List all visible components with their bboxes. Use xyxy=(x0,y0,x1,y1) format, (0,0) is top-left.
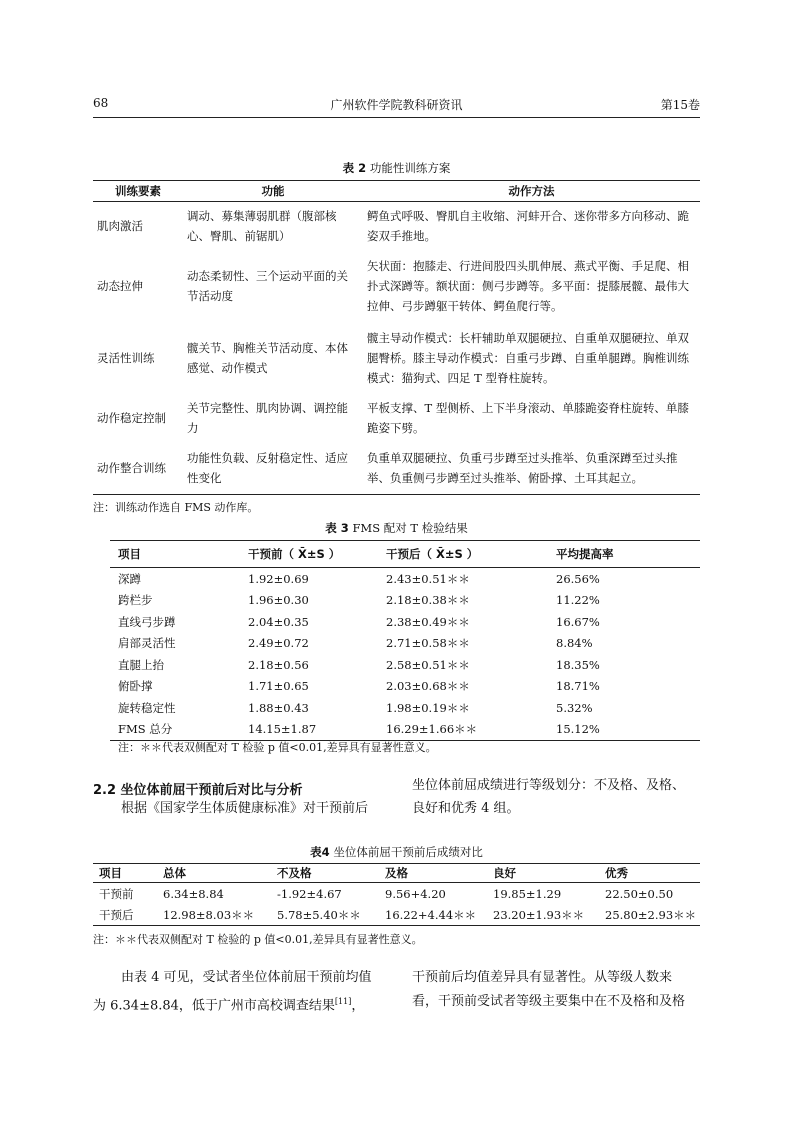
table4-cell: 25.80±2.93＊＊ xyxy=(599,904,700,926)
table4-cell: 12.98±8.03＊＊ xyxy=(157,904,271,926)
table3-cell: 1.92±0.69 xyxy=(248,571,309,586)
body-left-line2-end: ， xyxy=(351,998,365,1014)
body-right-line2: 看，干预前受试者等级主要集中在不及格和及格 xyxy=(412,994,686,1009)
section-heading: 2.2 坐位体前屈干预前后对比与分析 xyxy=(93,783,303,798)
table2-function-cell: 关节完整性、肌肉协调、调控能力 xyxy=(187,401,348,435)
table2-header-cell: 动作方法 xyxy=(363,181,700,202)
table4-caption xyxy=(93,844,700,860)
table3-cell: 1.88±0.43 xyxy=(248,700,309,715)
table-row xyxy=(110,611,700,633)
table3-note: 注：＊＊代表双侧配对 T 检验 p 值<0.01,差异具有显著性意义。 xyxy=(118,741,437,754)
table3-cell: 1.96±0.30 xyxy=(248,593,309,608)
table3-cell: 2.03±0.68＊＊ xyxy=(386,679,470,694)
table4-cell: 22.50±0.50 xyxy=(605,886,674,901)
table3-header-row xyxy=(110,541,700,568)
table2-method-cell: 平板支撑、T 型侧桥、上下半身滚动、单膝跪姿脊柱旋转、单膝跪姿下劈。 xyxy=(367,401,689,435)
table3-cell: 肩部灵活性 xyxy=(118,636,176,651)
table3-caption-label: 表 3 xyxy=(325,521,349,535)
table2-function-cell: 髋关节、胸椎关节活动度、本体感觉、动作模式 xyxy=(187,341,348,375)
table4-header-cell: 优秀 xyxy=(599,864,700,883)
table2-caption-label: 表 2 xyxy=(342,161,367,175)
table2-caption xyxy=(93,160,700,176)
table4-cell: 6.34±8.84 xyxy=(163,886,224,901)
table-row xyxy=(93,904,700,926)
table-row xyxy=(93,442,700,494)
page-number: 68 xyxy=(93,96,109,110)
table-row xyxy=(110,697,700,719)
table3-cell: 11.22% xyxy=(556,593,600,608)
table-row xyxy=(110,590,700,612)
table3-cell: FMS 总分 xyxy=(110,719,240,741)
table3-cell: 旋转稳定性 xyxy=(118,700,176,715)
table3-cell: 15.12% xyxy=(548,719,700,741)
citation-ref: [11] xyxy=(334,997,352,1006)
table2-element-cell: 肌肉激活 xyxy=(97,219,143,233)
table2-method-cell: 负重单双腿硬拉、负重弓步蹲至过头推举、负重深蹲至过头推举、负重侧弓步蹲至过头推举、俯卧撑、土耳其起立。 xyxy=(363,442,700,494)
table2-element-cell: 动作整合训练 xyxy=(93,442,183,494)
table-row xyxy=(93,322,700,394)
table4-note: 注：＊＊代表双侧配对 T 检验的 p 值<0.01,差异具有显著性意义。 xyxy=(93,933,423,946)
table3-cell: 2.18±0.38＊＊ xyxy=(386,593,470,608)
table-row xyxy=(110,568,700,590)
table-row xyxy=(110,633,700,655)
table2-header-cell: 训练要素 xyxy=(93,181,183,202)
body-left-line2-text: 为 6.34±8.84，低于广州市高校调查结果 xyxy=(93,998,335,1014)
table3-header-cell: 项目 xyxy=(110,541,240,568)
table-row xyxy=(93,202,700,251)
table3-cell: 18.35% xyxy=(556,657,600,672)
table3-cell: 1.98±0.19＊＊ xyxy=(386,700,470,715)
header-rule xyxy=(93,117,700,118)
volume-label: 第15卷 xyxy=(660,98,700,112)
table2-element-cell: 灵活性训练 xyxy=(97,351,155,365)
table3-caption xyxy=(93,520,700,536)
body-left-line2 xyxy=(93,990,364,1017)
table-row xyxy=(110,654,700,676)
table3-cell: 26.56% xyxy=(556,571,600,586)
table-row xyxy=(93,250,700,322)
table3-cell: 16.67% xyxy=(556,614,600,629)
table-row xyxy=(93,883,700,905)
table2-function-cell: 调动、募集薄弱肌群（腹部核心、臀肌、前锯肌） xyxy=(187,209,337,243)
table4-cell: -1.92±4.67 xyxy=(277,886,342,901)
table2-note: 注：训练动作选自 FMS 动作库。 xyxy=(93,501,259,514)
table4-cell: 干预后 xyxy=(93,904,157,926)
table2-element-cell: 动态拉伸 xyxy=(97,279,143,293)
table3-cell: 14.15±1.87 xyxy=(240,719,378,741)
table4-cell: 9.56+4.20 xyxy=(385,886,446,901)
table3-cell: 2.43±0.51＊＊ xyxy=(386,571,470,586)
table2-header-cell: 功能 xyxy=(183,181,363,202)
table2-header-row xyxy=(93,181,700,202)
table4 xyxy=(93,863,700,926)
table-row xyxy=(110,676,700,698)
table3-caption-text: FMS 配对 T 检验结果 xyxy=(352,521,468,535)
table3-cell: 2.38±0.49＊＊ xyxy=(386,614,470,629)
table4-header-cell: 总体 xyxy=(157,864,271,883)
table2 xyxy=(93,180,700,495)
table3-header-cell: 干预前（ X̄±S ） xyxy=(240,541,378,568)
table2-caption-text: 功能性训练方案 xyxy=(369,161,451,175)
body-right-line1: 干预前后均值差异具有显著性。从等级人数来 xyxy=(412,970,673,985)
journal-title: 广州软件学院教科研资讯 xyxy=(330,98,463,112)
table2-element-cell: 动作稳定控制 xyxy=(97,411,166,425)
table2-function-cell: 动态柔韧性、三个运动平面的关节活动度 xyxy=(187,269,348,303)
table2-method-cell: 鳄鱼式呼吸、臀肌自主收缩、河蚌开合、迷你带多方向移动、跪姿双手推地。 xyxy=(367,209,689,243)
body-left-line1: 由表 4 可见，受试者坐位体前屈干预前均值 xyxy=(121,970,372,985)
table3-cell: 直腿上抬 xyxy=(118,657,164,672)
table4-header-row xyxy=(93,864,700,883)
table-row xyxy=(110,719,700,741)
table4-cell: 干预前 xyxy=(99,886,134,901)
table4-header-cell: 良好 xyxy=(487,864,599,883)
table-row xyxy=(93,394,700,442)
table3-header-cell: 干预后（ X̄±S ） xyxy=(378,541,548,568)
table3-cell: 2.04±0.35 xyxy=(248,614,309,629)
table4-header-cell: 不及格 xyxy=(271,864,379,883)
table4-cell: 5.78±5.40＊＊ xyxy=(271,904,379,926)
table2-function-cell: 功能性负载、反射稳定性、适应性变化 xyxy=(183,442,363,494)
table3-cell: 2.71±0.58＊＊ xyxy=(386,636,470,651)
table3-cell: 18.71% xyxy=(556,679,600,694)
table3-cell: 俯卧撑 xyxy=(118,679,153,694)
table2-method-cell: 髋主导动作模式：长杆辅助单双腿硬拉、自重单双腿硬拉、单双腿臀桥。膝主导动作模式：自重弓步蹲、自重单腿蹲。胸椎训练模式：猫狗式、四足 T 型脊柱旋转。 xyxy=(367,331,689,385)
table3-cell: 2.49±0.72 xyxy=(248,636,309,651)
table3-cell: 1.71±0.65 xyxy=(248,679,309,694)
section-paragraph-right-line2: 良好和优秀 4 组。 xyxy=(412,801,520,816)
table4-caption-label: 表4 xyxy=(310,845,330,859)
table3-cell: 深蹲 xyxy=(118,571,141,586)
table3-cell: 8.84% xyxy=(556,636,593,651)
table3-cell: 2.58±0.51＊＊ xyxy=(386,657,470,672)
table4-cell: 23.20±1.93＊＊ xyxy=(487,904,599,926)
table4-cell: 16.22+4.44＊＊ xyxy=(379,904,487,926)
table3-cell: 5.32% xyxy=(556,700,593,715)
table4-caption-text: 坐位体前屈干预前后成绩对比 xyxy=(333,845,483,859)
table3-cell: 2.18±0.56 xyxy=(248,657,309,672)
table3-cell: 直线弓步蹲 xyxy=(118,614,176,629)
table2-method-cell: 矢状面：抱膝走、行进间股四头肌伸展、燕式平衡、手足爬、相扑式深蹲等。额状面：侧弓步蹲等。多平面：提膝展髋、最伟大拉伸、弓步蹲躯干转体、鳄鱼爬行等。 xyxy=(367,259,689,313)
table4-header-cell: 项目 xyxy=(93,864,157,883)
section-paragraph-left: 根据《国家学生体质健康标准》对干预前后 xyxy=(121,801,369,816)
table3-header-cell: 平均提高率 xyxy=(548,541,700,568)
section-paragraph-right-line1: 坐位体前屈成绩进行等级划分：不及格、及格、 xyxy=(412,778,686,793)
table4-header-cell: 及格 xyxy=(379,864,487,883)
table3 xyxy=(110,540,700,741)
table3-cell: 跨栏步 xyxy=(118,593,153,608)
table4-cell: 19.85±1.29 xyxy=(493,886,562,901)
table3-cell: 16.29±1.66＊＊ xyxy=(378,719,548,741)
